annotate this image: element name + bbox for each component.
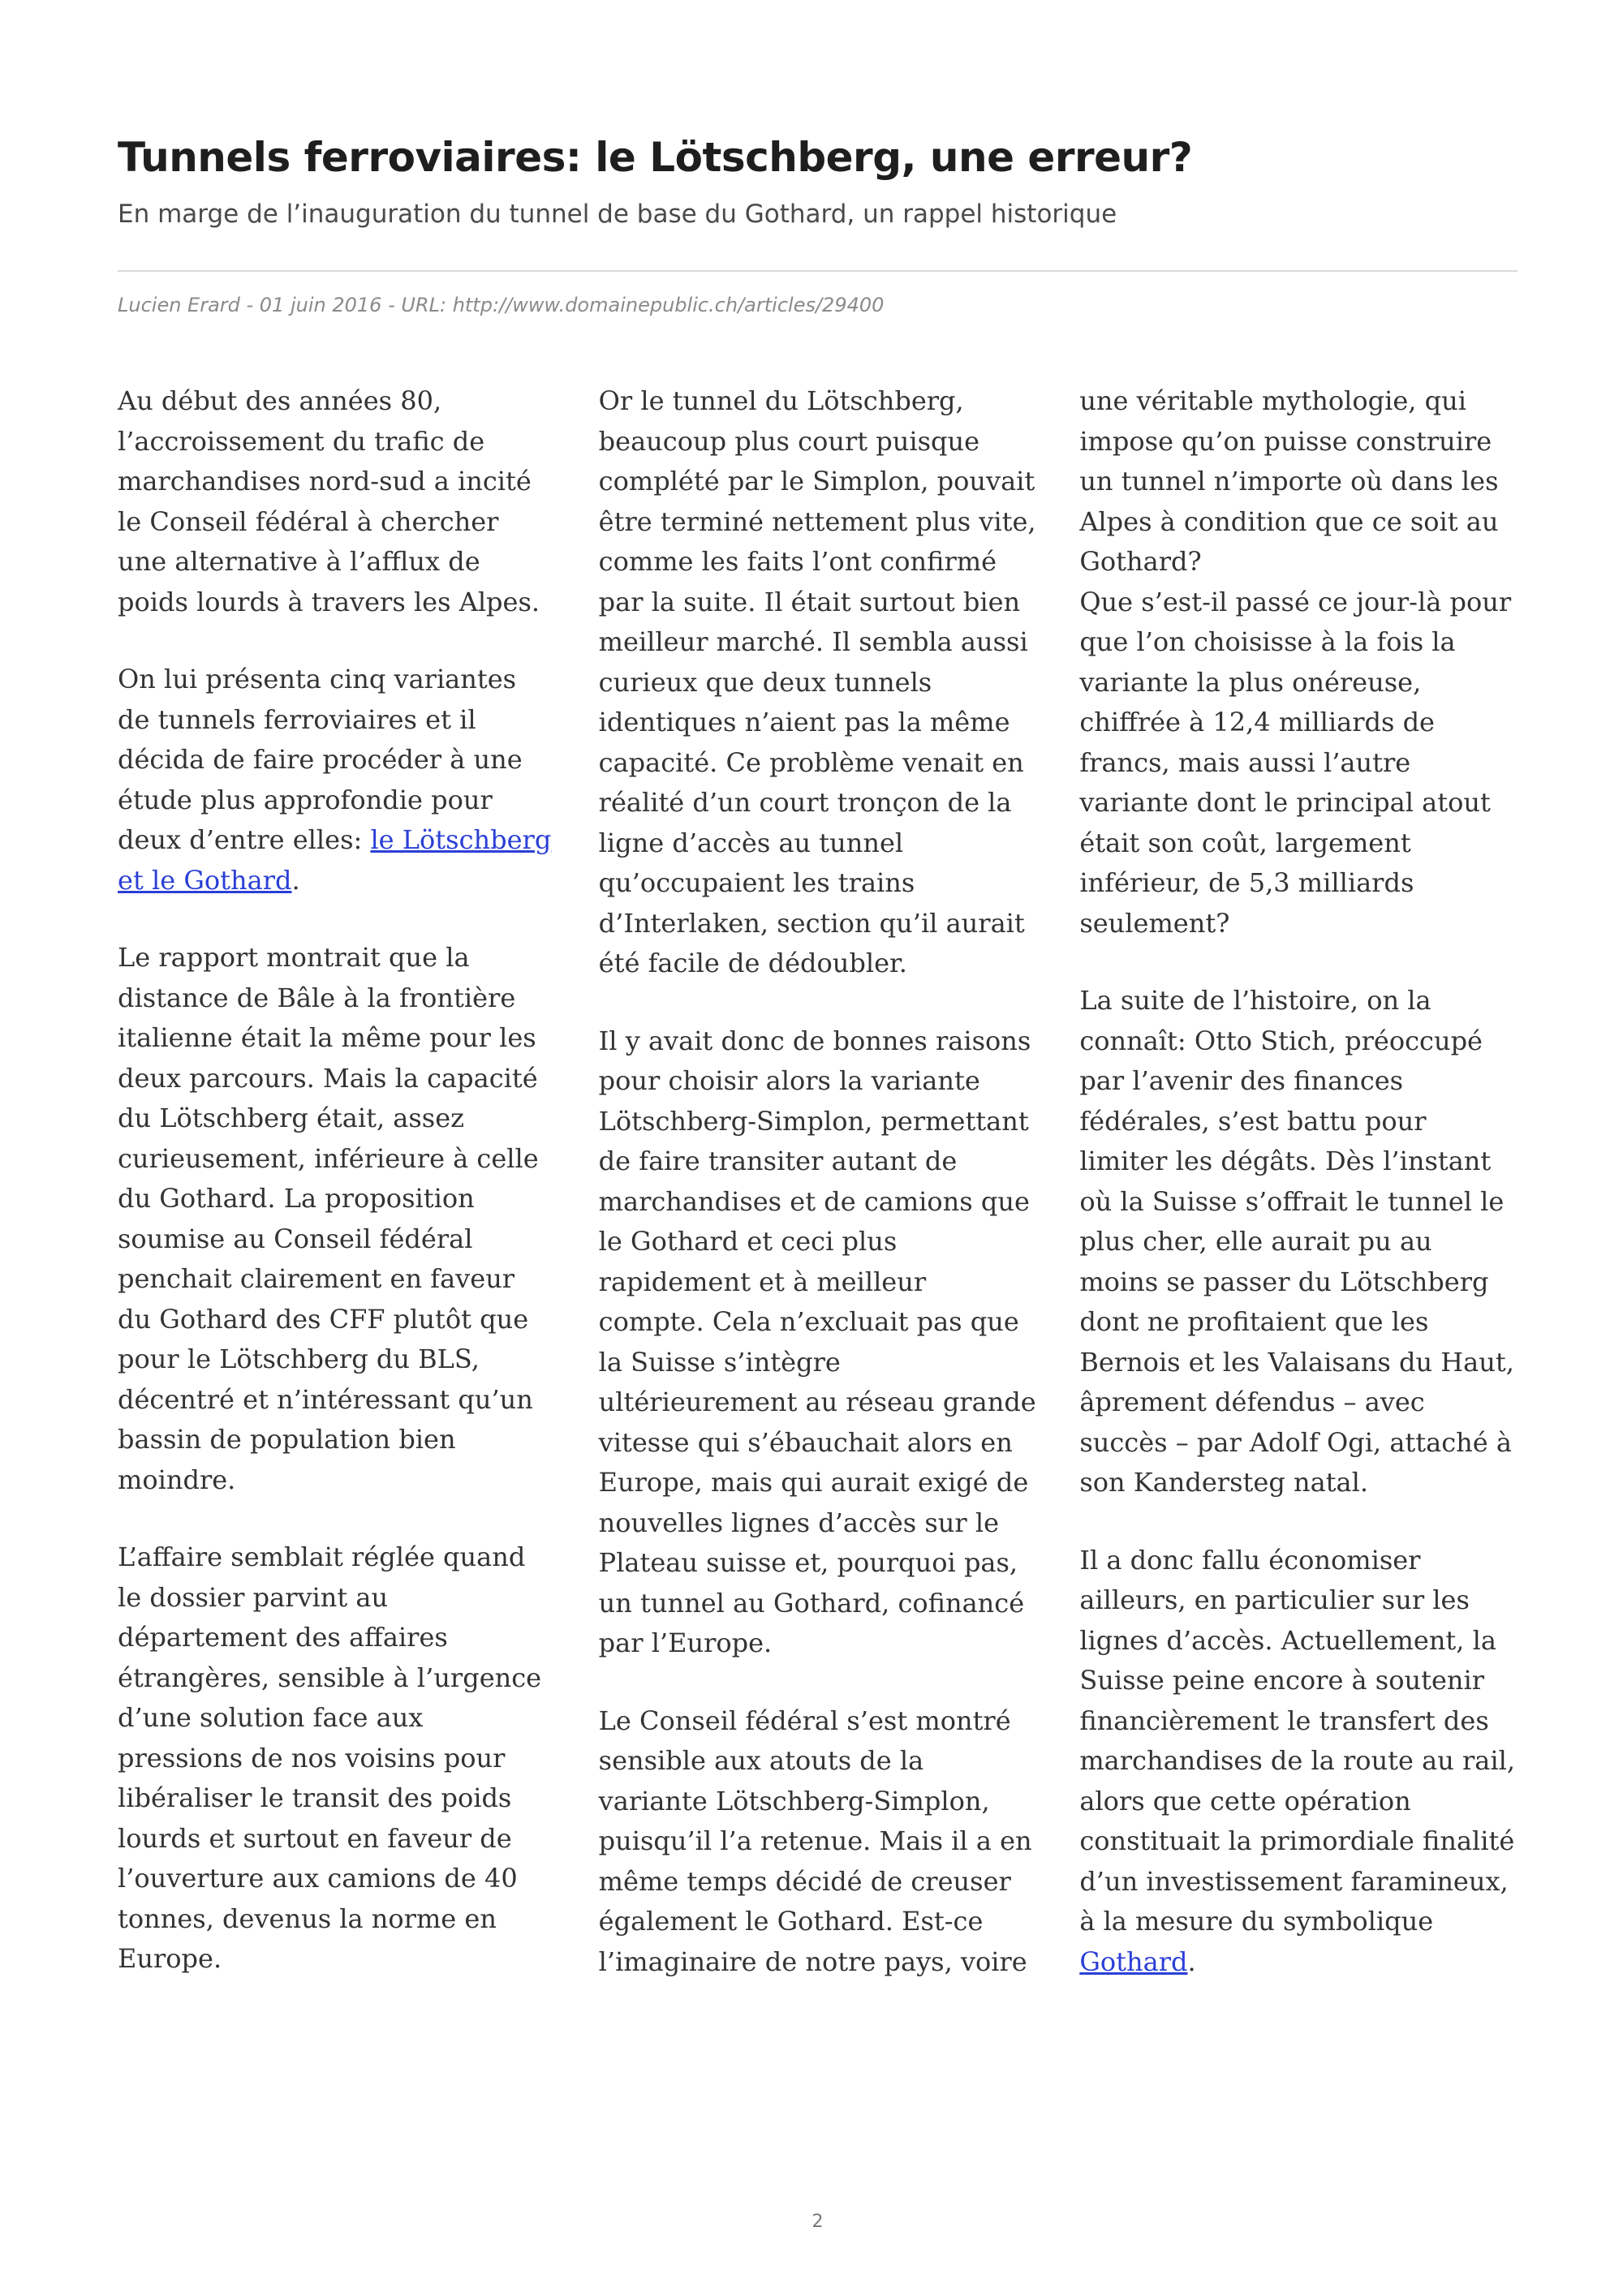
page-number: 2 [812,2212,824,2232]
paragraph-2-text: On lui présenta cinq variantes de tunnels ferroviaires et il décida de faire procéder à une étude plus approfondie pour deux d’entre elles: [118,664,523,855]
paragraph-3: Le rapport montrait que la distance de Bâle à la frontière italienne était la même pour les deux parcours. Mais la capacité du Lötschberg était, assez curieusement, inférieure à celle du Gothard. La proposition soumise au Conseil fédéral penchait clairement en faveur du Gothard des CFF plutôt que pour le Lötschberg du BLS, décentré et n’intéressant qu’un bassin de population bien moindre. [118,942,539,1495]
paragraph-7: Le Conseil fédéral s’est montré sensible aux atouts de la variante Lötschberg-Simplon, puisqu’il l’a retenue. Mais il a en même temps décidé de creuser également le Gothard. Est-ce l’imaginaire de notre pays, voire une véritable mythologie, qui impose qu’on puisse construire un tunnel n’importe où dans les Alpes à condition que ce soit au Gothard? [598,385,1499,1977]
paragraph-10-end: . [1187,1946,1196,1977]
document-page [118,0,1518,2296]
lotschberg-gothard-link[interactable]: le Lötschberg et le Gothard [118,824,552,896]
paragraph-6: Il y avait donc de bonnes raisons pour choisir alors la variante Lötschberg-Simplon, permettant de faire transiter autant de marchandises et de camions que le Gothard et ceci plus rapidement et à meilleur compte. Cela n’excluait pas que la Suisse s’intègre ultérieurement au réseau grande vitesse qui s’ébauchait alors en Europe, mais qui aurait exigé de nouvelles lignes d’accès sur le Plateau suisse et, pourquoi pas, un tunnel au Gothard, cofinancé par l’Europe. [598,1025,1036,1658]
article-subtitle: En marge de l’inauguration du tunnel de base du Gothard, un rappel historique [118,200,1117,229]
paragraph-1: Au début des années 80, l’accroissement du trafic de marchandises nord-sud a incité le Conseil fédéral à chercher une alternative à l’afflux de poids lourds à travers les Alpes. [118,385,540,617]
paragraph-2-end: . [291,864,300,896]
gothard-link[interactable]: Gothard [1079,1946,1188,1977]
paragraph-10-text: Il a donc fallu économiser ailleurs, en particulier sur les lignes d’accès. Actuellement, la Suisse peine encore à soutenir financièrement le transfert des marchandises de la route au rail, alors que cette opération constituait la primordiale finalité d’un investissement faramineux, à la mesure du symbolique [1079,1544,1516,1937]
article-meta: Lucien Erard - 01 juin 2016 - URL: http://www.domainepublic.ch/articles/29400 [118,294,885,316]
article-body [118,381,1518,2012]
paragraph-10 [1079,1541,1518,1983]
header-divider [118,270,1518,272]
paragraph-2 [118,660,556,901]
paragraph-9: La suite de l’histoire, on la connaît: Otto Stich, préoccupé par l’avenir des finances fédérales, s’est battu pour limiter les dégâts. Dès l’instant où la Suisse s’offrait le tunnel le plus cher, elle aurait pu au moins se passer du Lötschberg dont ne profitaient que les Bernois et les Valaisans du Haut, âprement défendus – avec succès – par Adolf Ogi, attaché à son Kandersteg natal. [1079,985,1514,1498]
paragraph-4: L’affaire semblait réglée quand le dossier parvint au département des affaires étrangères, sensible à l’urgence d’une solution face aux pressions de nos voisins pour libéraliser le transit des poids lourds et surtout en faveur de l’ouverture aux camions de 40 tonnes, devenus la norme en Europe. [118,1541,542,1974]
paragraph-5: Or le tunnel du Lötschberg, beaucoup plus court puisque complété par le Simplon, pouvait être terminé nettement plus vite, comme les faits l’ont confirmé par la suite. Il était surtout bien meilleur marché. Il sembla aussi curieux que deux tunnels identiques n’aient pas la même capacité. Ce problème venait en réalité d’un court tronçon de la ligne d’accès au tunnel qu’occupaient les trains d’Interlaken, section qu’il aurait été facile de dédoubler. [598,385,1036,978]
article-title: Tunnels ferroviaires: le Lötschberg, une erreur? [118,134,1193,181]
paragraph-8: Que s’est-il passé ce jour-là pour que l’on choisisse à la fois la variante la plus onéreuse, chiffrée à 12,4 milliards de francs, mais aussi l’autre variante dont le principal atout était son coût, largement inférieur, de 5,3 milliards seulement? [1079,586,1512,939]
